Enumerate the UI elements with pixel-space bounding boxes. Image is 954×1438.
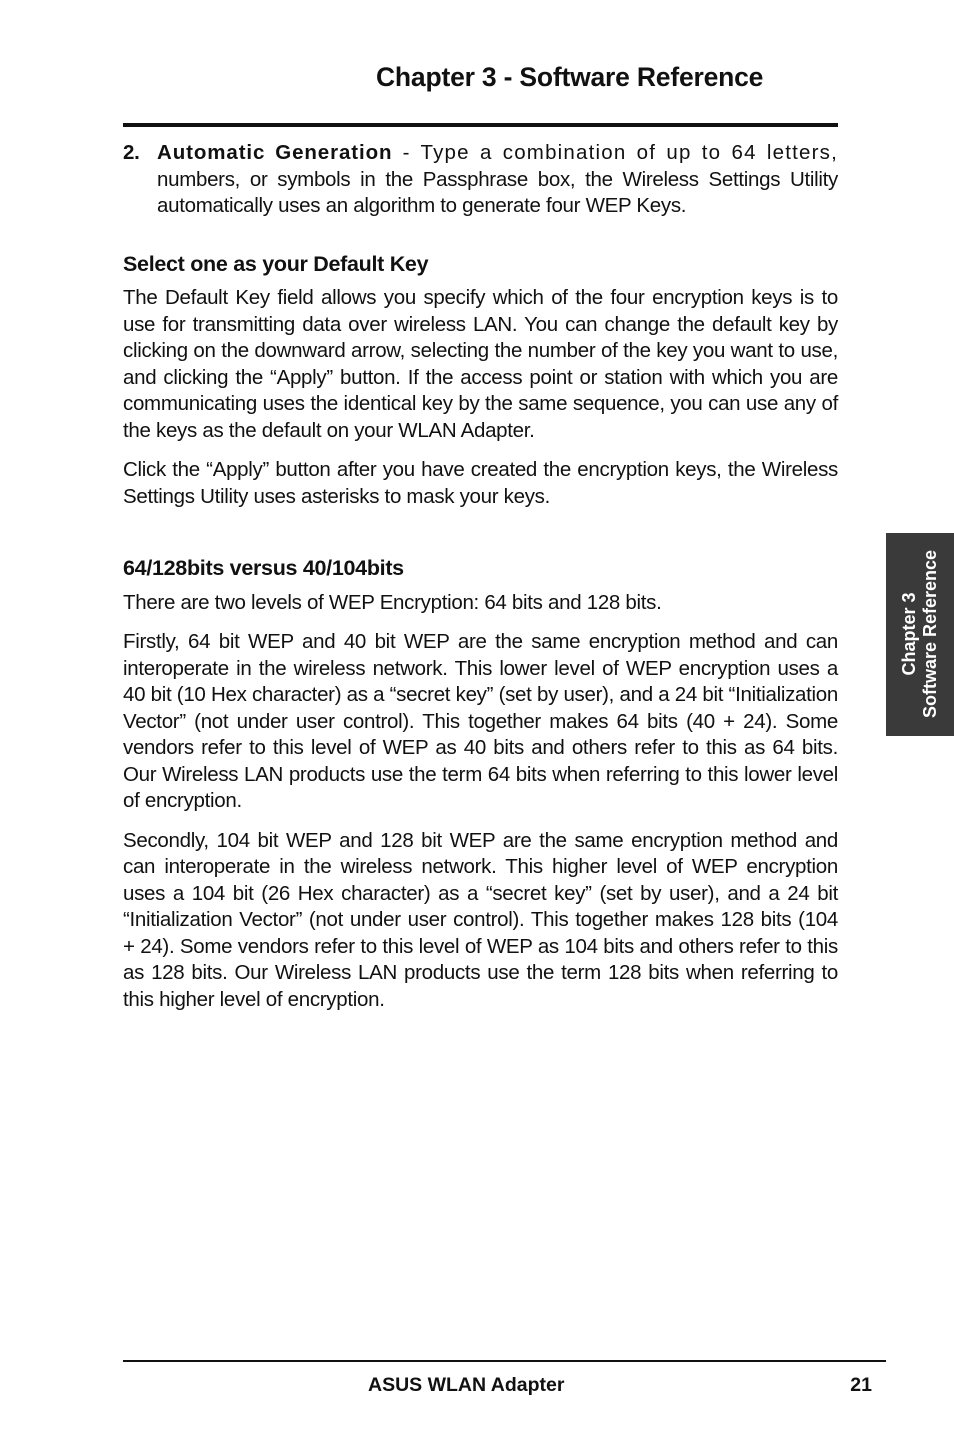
paragraph-default-key: The Default Key field allows you specify which of the four encryption keys is to use for transmitting data over wireless LAN. You can change the default key by clicking on the downward arrow, selecting the number of the key you want to use, and clicking the “Apply” button. If the access point or station with which you are communicating uses the identical key by the same sequence, you can use any of the keys as the default on your WLAN Adapter. xyxy=(123,286,838,442)
footer-product-name: ASUS WLAN Adapter xyxy=(368,1374,565,1396)
list-item-lead-text: - Type a combination of up to 64 letters, xyxy=(392,141,838,164)
page-title: Chapter 3 - Software Reference xyxy=(376,62,764,92)
list-item-text: numbers, or symbols in the Passphrase box, the Wireless Settings Utility automatically uses an algorithm to generate four WEP Keys. xyxy=(157,167,838,217)
paragraph-64bit-wep: Firstly, 64 bit WEP and 40 bit WEP are the same encryption method and can interoperate in the wireless network. This lower level of WEP encryption uses a 40 bit (10 Hex character) as a “secret key” (set by user), and a 24 bit “Initialization Vector” (not under user control). This together makes 64 bits (40 + 24). Some vendors refer to this level of WEP as 40 bits and others refer to this as 64 bits. Our Wireless LAN products use the term 64 bits when referring to this lower level of encryption. xyxy=(123,630,838,812)
list-item-automatic-generation xyxy=(123,140,838,220)
footer-divider xyxy=(123,1360,886,1362)
chapter-side-tab xyxy=(886,533,954,736)
paragraph-128bit-wep: Secondly, 104 bit WEP and 128 bit WEP are the same encryption method and can interoperate in the wireless network. This higher level of WEP encryption uses a 104 bit (26 Hex character) as a “secret key” (set by user), and a 24 bit “Initialization Vector” (not under user control). This together makes 128 bits (104 + 24). Some vendors refer to this level of WEP as 104 bits and others refer to this as 128 bits. Our Wireless LAN products use the term 128 bits when referring to this higher level of encryption. xyxy=(123,828,838,1011)
side-tab-line-1: Chapter 3 xyxy=(899,592,919,676)
side-tab-line-2: Software Reference xyxy=(920,549,940,719)
list-item-number: 2. xyxy=(123,141,140,164)
page-content xyxy=(123,140,838,1013)
paragraph-wep-levels: There are two levels of WEP Encryption: 64 bits and 128 bits. xyxy=(123,590,662,614)
section-heading-default-key: Select one as your Default Key xyxy=(123,251,429,276)
header-divider xyxy=(123,123,838,127)
chapter-side-tab-label xyxy=(899,550,941,718)
page-number: 21 xyxy=(850,1374,872,1396)
list-item-term: Automatic Generation xyxy=(157,141,393,164)
section-heading-bits: 64/128bits versus 40/104bits xyxy=(123,556,404,580)
paragraph-apply-button: Click the “Apply” button after you have created the encryption keys, the Wireless Settings Utility uses asterisks to mask your keys. xyxy=(123,458,838,508)
